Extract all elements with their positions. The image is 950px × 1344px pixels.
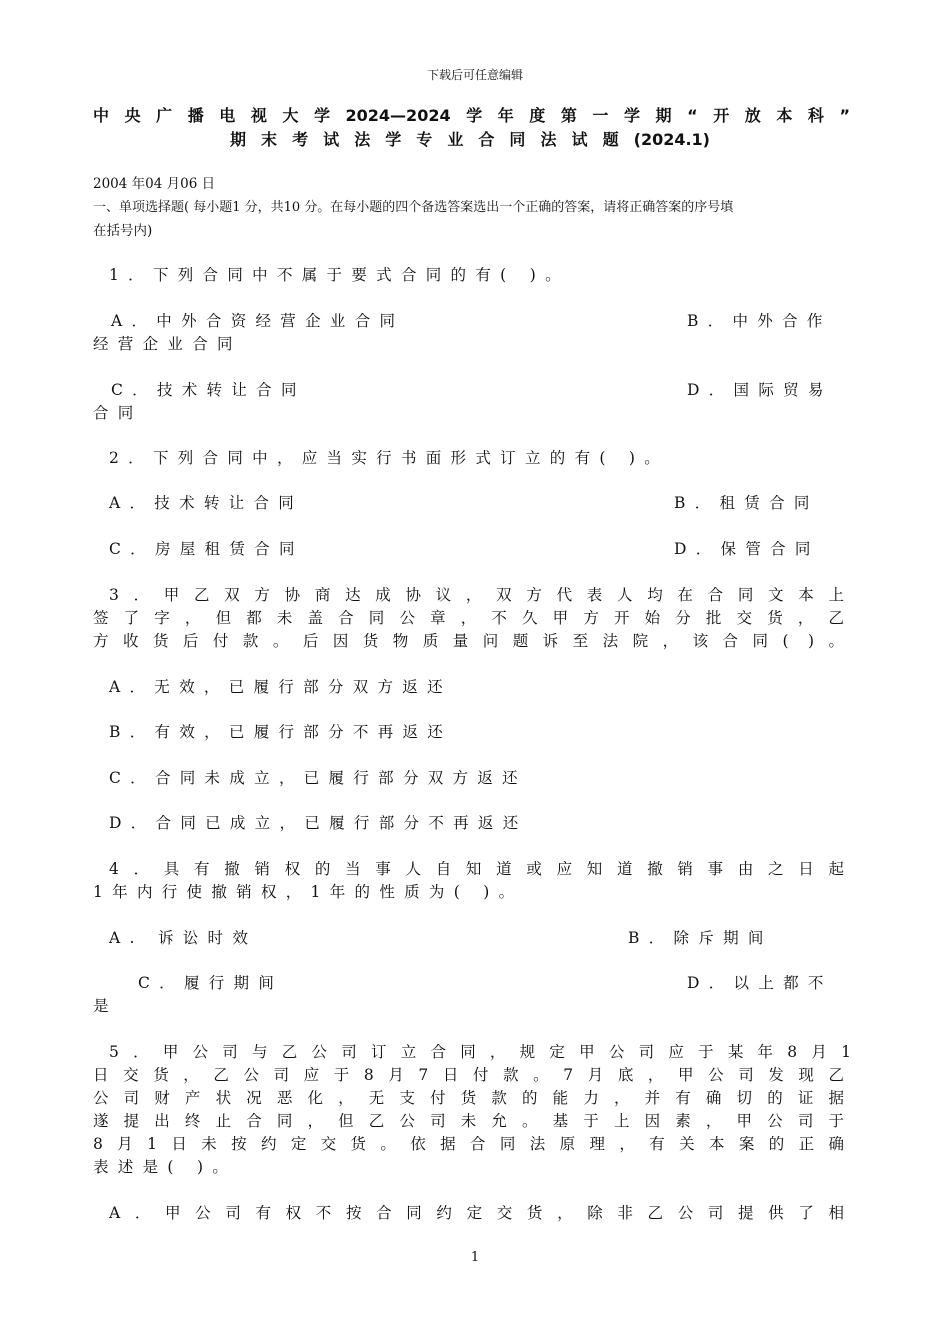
question-1-option-b-cont: 经营企业合同 bbox=[93, 335, 242, 353]
question-5-stem-line-3: 公司财产状况恶化，无支付货款的能力，并有确切的证据 bbox=[93, 1089, 844, 1107]
question-1-option-a: A．中外合资经营企业合同 bbox=[111, 312, 405, 330]
section-instructions-line-2: 在括号内) bbox=[93, 223, 153, 239]
question-5-stem-line-6: 表述是( )。 bbox=[93, 1158, 238, 1176]
question-1-stem: 1．下列合同中不属于要式合同的有( )。 bbox=[109, 266, 570, 284]
question-4-option-b: B．除斥期间 bbox=[628, 929, 773, 947]
question-3-option-d: D．合同已成立，已履行部分不再返还 bbox=[109, 814, 528, 832]
question-5-stem-line-4: 遂提出终止合同，但乙公司未允。基于上因素，甲公司于 bbox=[93, 1112, 844, 1130]
question-3-stem-line-3: 方收货后付款。后因货物质量问题诉至法院，该合同( )。 bbox=[93, 632, 844, 650]
question-4-option-d-cont: 是 bbox=[93, 997, 118, 1015]
question-3-option-a: A．无效，已履行部分双方返还 bbox=[109, 678, 452, 696]
question-2-option-b: B．租赁合同 bbox=[674, 494, 819, 512]
exam-title-line-2: 期末考试法学专业合同法试题(2024.1) bbox=[230, 130, 710, 149]
question-4-option-d: D．以上都不 bbox=[687, 974, 833, 992]
question-3-stem-line-1: 3．甲乙双方协商达成协议，双方代表人均在合同文本上 bbox=[109, 586, 844, 604]
question-5-stem-line-5: 8月1日未按约定交货。依据合同法原理，有关本案的正确 bbox=[93, 1135, 844, 1153]
section-instructions-line-1: 一、单项选择题( 每小题1 分，共10 分。在每小题的四个备选答案选出一个正确的答案，请将正确答案的序号填 bbox=[93, 200, 734, 215]
question-5-stem-line-2: 日交货，乙公司应于8月7日付款。7月底，甲公司发现乙 bbox=[93, 1066, 844, 1084]
question-2-option-d: D．保管合同 bbox=[674, 540, 820, 558]
header-note: 下载后可任意编辑 bbox=[426, 68, 523, 82]
question-1-option-d: D．国际贸易 bbox=[687, 381, 833, 399]
question-5-stem-line-1: 5．甲公司与乙公司订立合同，规定甲公司应于某年8月1 bbox=[109, 1043, 851, 1061]
question-4-stem-line-1: 4．具有撤销权的当事人自知道或应知道撤销事由之日起 bbox=[109, 860, 844, 878]
question-2-stem: 2．下列合同中，应当实行书面形式订立的有( )。 bbox=[109, 449, 670, 467]
exam-date: 2004 年04 月06 日 bbox=[93, 176, 216, 192]
exam-title-line-1: 中央广播电视大学2024—2024学年度第一学期“开放本科” bbox=[93, 106, 850, 125]
question-4-stem-line-2: 1年内行使撤销权，1年的性质为( )。 bbox=[93, 883, 524, 901]
question-3-option-b: B．有效，已履行部分不再返还 bbox=[109, 723, 453, 741]
question-2-option-c: C．房屋租赁合同 bbox=[109, 540, 304, 558]
page-number: 1 bbox=[470, 1250, 480, 1265]
question-4-option-c: C．履行期间 bbox=[138, 974, 284, 992]
question-3-stem-line-2: 签了字，但都未盖合同公章，不久甲方开始分批交货，乙 bbox=[93, 609, 844, 627]
question-4-option-a: A. 诉讼时效 bbox=[109, 929, 258, 947]
question-3-option-c: C．合同未成立，已履行部分双方返还 bbox=[109, 769, 527, 787]
question-1-option-b: B．中外合作 bbox=[687, 312, 832, 330]
question-1-option-c: C．技术转让合同 bbox=[111, 381, 306, 399]
question-1-option-d-cont: 合同 bbox=[93, 404, 143, 422]
question-2-option-a: A．技术转让合同 bbox=[109, 494, 304, 512]
question-5-option-a: A．甲公司有权不按合同约定交货，除非乙公司提供了相 bbox=[109, 1204, 844, 1222]
